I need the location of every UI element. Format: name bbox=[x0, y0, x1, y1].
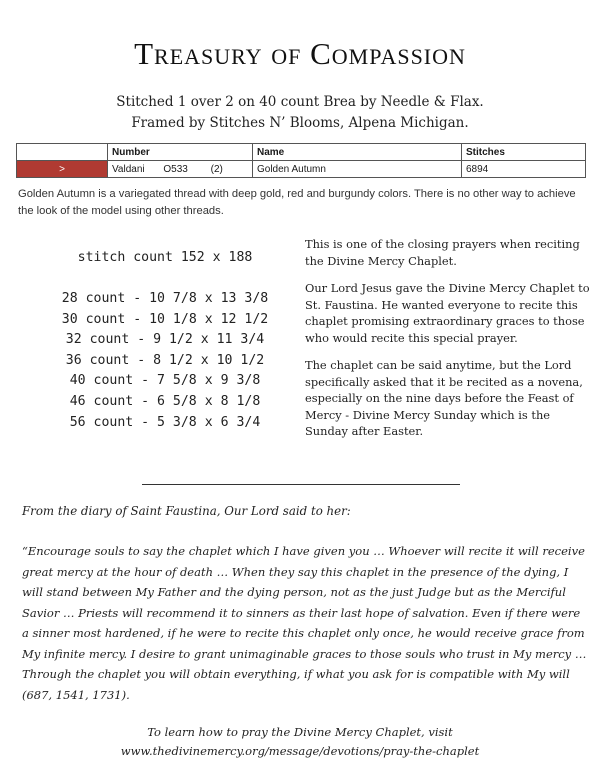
footer-url: www.thedivinemercy.org/message/devotions/pray-the-chaplet bbox=[120, 744, 480, 758]
thread-table bbox=[16, 143, 586, 178]
thread-name-cell: Golden Autumn bbox=[253, 161, 462, 178]
fabric-size-line: 40 count - 7 5/8 x 9 3/8 bbox=[69, 373, 261, 389]
diary-intro: From the diary of Saint Faustina, Our Lord said to her: bbox=[22, 504, 351, 518]
thread-number-cell bbox=[108, 161, 253, 178]
fabric-size-line: 56 count - 5 3/8 x 6 3/4 bbox=[69, 414, 261, 430]
description-paragraph: Our Lord Jesus gave the Divine Mercy Chaplet to St. Faustina. He wanted everyone to recite this chaplet promising extraordinary graces to those who would recite this special prayer. bbox=[305, 281, 590, 345]
fabric-size-line: 30 count - 10 1/8 x 12 1/2 bbox=[61, 311, 269, 327]
subtitle bbox=[0, 92, 600, 134]
page-title: Treasury of Compassion bbox=[134, 36, 466, 71]
thread-table-header-row bbox=[17, 144, 586, 161]
header-name: Name bbox=[253, 144, 462, 161]
faustina-quote: “Encourage souls to say the chaplet which I have given you … Whoever will recite it will receive great mercy at the hour of death … When they say this chaplet in the presence of the dying, I will stand between My Father and the dying person, not as the just Judge but as the Merciful Savior … Priests will recommend it to sinners as their last hope of salvation. Even if there were a sinner most hardened, if he were to recite this chaplet only once, he would receive grace from My infinite mercy. I desire to grant unimaginable graces to those souls who trust in My mercy … Through the chaplet you will obtain everything, if what you ask for is compatible with My will (687, 1541, 1731). bbox=[22, 544, 587, 702]
thread-note: Golden Autumn is a variegated thread with deep gold, red and burgundy colors. There is no other way to achieve the look of the model using other threads. bbox=[18, 188, 576, 217]
description-paragraph: The chaplet can be said anytime, but the Lord specifically asked that it be recited as a novena, especially on the nine days before the Feast of Mercy - Divine Mercy Sunday which is the Sunday after Easter. bbox=[305, 358, 583, 438]
footer-text: To learn how to pray the Divine Mercy Chaplet, visit bbox=[147, 725, 453, 739]
header-stitches: Stitches bbox=[462, 144, 586, 161]
fabric-size-line: 32 count - 9 1/2 x 11 3/4 bbox=[65, 332, 265, 348]
thread-brand: Valdani bbox=[112, 163, 145, 175]
thread-strands: (2) bbox=[210, 163, 223, 175]
subtitle-line-fabric: Stitched 1 over 2 on 40 count Brea by Needle & Flax. bbox=[116, 94, 484, 110]
description bbox=[305, 236, 590, 451]
subtitle-line-framing: Framed by Stitches N’ Blooms, Alpena Michigan. bbox=[131, 115, 469, 131]
description-paragraph: This is one of the closing prayers when reciting the Divine Mercy Chaplet. bbox=[305, 237, 580, 268]
fabric-size-line: 28 count - 10 7/8 x 13 3/8 bbox=[61, 291, 269, 306]
stitch-info bbox=[40, 250, 290, 433]
stitch-count: stitch count 152 x 188 bbox=[77, 250, 253, 265]
thread-code: O533 bbox=[163, 163, 188, 175]
table-row bbox=[17, 161, 586, 178]
fabric-size-line: 36 count - 8 1/2 x 10 1/2 bbox=[65, 352, 265, 368]
divider bbox=[142, 484, 460, 485]
fabric-size-line: 46 count - 6 5/8 x 8 1/8 bbox=[69, 393, 261, 409]
color-swatch bbox=[17, 161, 108, 178]
footer bbox=[0, 723, 600, 761]
thread-stitches-cell: 6894 bbox=[462, 161, 586, 178]
header-number: Number bbox=[108, 144, 253, 161]
header-symbol bbox=[17, 144, 108, 161]
stitch-symbol: > bbox=[59, 163, 65, 175]
